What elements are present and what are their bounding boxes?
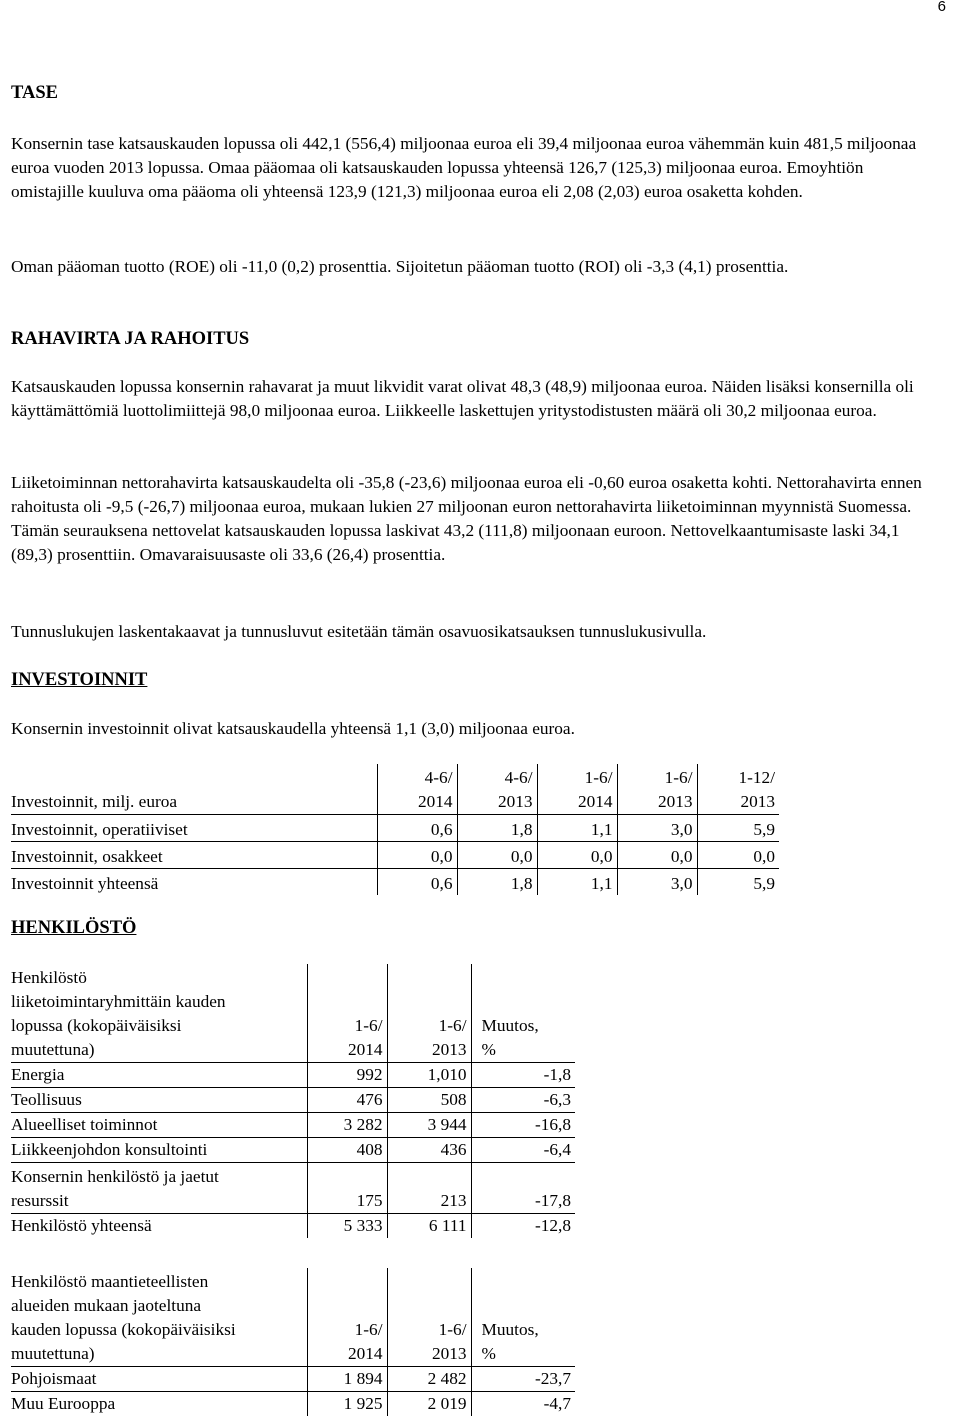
table-cell: 6 111 (387, 1214, 471, 1239)
row-label: Pohjoismaat (11, 1367, 307, 1392)
table-cell: 3,0 (617, 815, 697, 842)
table-cell: -17,8 (471, 1163, 575, 1214)
table-cell: 992 (307, 1063, 387, 1088)
table-cell: 476 (307, 1088, 387, 1113)
table-cell: 5,9 (697, 869, 779, 896)
table-cell: 1,8 (457, 815, 537, 842)
table-cell: 3 282 (307, 1113, 387, 1138)
table-cell: 1,8 (457, 869, 537, 896)
table-cell: 2 482 (387, 1367, 471, 1392)
row-label: Investoinnit, osakkeet (11, 842, 377, 869)
table-cell: 436 (387, 1138, 471, 1163)
table-cell: 1,1 (537, 815, 617, 842)
table-cell: 508 (387, 1088, 471, 1113)
investments-column-header: 4-6/ 2013 (457, 764, 537, 815)
table-row (11, 1113, 575, 1138)
personnel-by-region-table (11, 1268, 575, 1416)
personnel-region-label-header: Henkilöstö maantieteellisten alueiden mukaan jaoteltuna kauden lopussa (kokopäiväisiksi muutettuna) (11, 1268, 307, 1367)
table-cell: -4,7 (471, 1392, 575, 1417)
table-cell: 0,6 (377, 815, 457, 842)
investoinnit-paragraph: Konsernin investoinnit olivat katsauskaudella yhteensä 1,1 (3,0) miljoonaa euroa. (11, 719, 575, 738)
rahavirta-paragraph-3: Tunnuslukujen laskentakaavat ja tunnusluvut esitetään tämän osavuosikatsauksen tunnuslukusivulla. (11, 622, 707, 641)
table-row (11, 1367, 575, 1392)
table-cell: 213 (387, 1163, 471, 1214)
investments-label-header: Investoinnit, milj. euroa (11, 764, 377, 815)
personnel-by-business-table (11, 964, 575, 1238)
row-label: Teollisuus (11, 1088, 307, 1113)
table-cell: 0,6 (377, 869, 457, 896)
table-row (11, 1063, 575, 1088)
table-cell: 0,0 (537, 842, 617, 869)
personnel-region-column-header: 1-6/ 2014 (307, 1268, 387, 1367)
table-cell: 0,0 (697, 842, 779, 869)
table-row (11, 842, 779, 869)
table-cell: -23,7 (471, 1367, 575, 1392)
table-cell: 408 (307, 1138, 387, 1163)
investments-header-row (11, 764, 779, 815)
row-label: Energia (11, 1063, 307, 1088)
rahavirta-paragraph-1: Katsauskauden lopussa konsernin rahavarat ja muut likvidit varat olivat 48,3 (48,9) miljoonaa euroa. Näiden lisäksi konsernilla oli käyttämättömiä luottolimiittejä 98,0 miljoonaa euroa. Liikkeelle laskettujen yritystodistusten määrä oli 30,2 miljoonaa euroa. (11, 377, 914, 420)
table-row (11, 1138, 575, 1163)
rahavirta-paragraph-2: Liiketoiminnan nettorahavirta katsauskaudelta oli -35,8 (-23,6) miljoonaa euroa eli -0,60 euroa osaketta kohti. Nettorahavirta ennen rahoitusta oli -9,5 (-26,7) miljoonaa euroa, mukaan lukien 27 miljoonan euron nettorahavirta liiketoiminnan myynnistä Suomessa. Tämän seurauksena nettovelat katsauskauden lopussa laskivat 43,2 (111,8) miljoonaan euroon. Nettovelkaantumisaste laski 34,1 (89,3) prosenttiin. Omavaraisuusaste oli 33,6 (26,4) prosenttia. (11, 473, 922, 564)
table-cell: 1,1 (537, 869, 617, 896)
investoinnit-heading: INVESTOINNIT (11, 670, 148, 690)
table-cell: -6,4 (471, 1138, 575, 1163)
table-cell: -12,8 (471, 1214, 575, 1239)
row-label: Muu Eurooppa (11, 1394, 116, 1413)
personnel-region-column-header: Muutos, % (471, 1268, 575, 1367)
personnel-region-column-header: 1-6/ 2013 (387, 1268, 471, 1367)
table-row (11, 1163, 575, 1214)
investments-column-header: 1-6/ 2013 (617, 764, 697, 815)
tase-heading: TASE (11, 83, 58, 103)
row-label: Henkilöstö yhteensä (11, 1216, 152, 1235)
table-cell: 3,0 (617, 869, 697, 896)
row-label: Alueelliset toiminnot (11, 1113, 307, 1138)
page-number: 6 (937, 0, 946, 15)
table-cell: 1 894 (307, 1367, 387, 1392)
table-cell: -16,8 (471, 1113, 575, 1138)
table-cell: 0,0 (457, 842, 537, 869)
table-cell: 0,0 (377, 842, 457, 869)
table-cell: 5,9 (697, 815, 779, 842)
investments-column-header: 1-6/ 2014 (537, 764, 617, 815)
tase-paragraph-1: Konsernin tase katsauskauden lopussa oli 442,1 (556,4) miljoonaa euroa eli 39,4 miljoonaa euroa vähemmän kuin 481,5 miljoonaa euroa vuoden 2013 lopussa. Omaa pääomaa oli katsauskauden lopussa yhteensä 126,7 (125,3) miljoonaa euroa. Emoyhtiön omistajille kuuluva oma pääoma oli yhteensä 123,9 (121,3) miljoonaa euroa eli 2,08 (2,03) euroa osaketta kohden. (11, 134, 917, 201)
table-cell: 1 925 (307, 1392, 387, 1417)
personnel-header-row (11, 964, 575, 1063)
tase-paragraph-2: Oman pääoman tuotto (ROE) oli -11,0 (0,2) prosenttia. Sijoitetun pääoman tuotto (ROI) oli -3,3 (4,1) prosenttia. (11, 257, 789, 276)
table-cell: 2 019 (387, 1392, 471, 1417)
henkilosto-heading: HENKILÖSTÖ (11, 918, 137, 938)
table-cell: 0,0 (617, 842, 697, 869)
table-row (11, 1088, 575, 1113)
table-cell: 5 333 (307, 1214, 387, 1239)
table-row (11, 1392, 575, 1417)
row-label: Liikkeenjohdon konsultointi (11, 1138, 307, 1163)
investments-column-header: 1-12/ 2013 (697, 764, 779, 815)
personnel-region-header-row (11, 1268, 575, 1367)
investments-column-header: 4-6/ 2014 (377, 764, 457, 815)
personnel-column-header: 1-6/ 2013 (387, 964, 471, 1063)
row-label: Investoinnit, operatiiviset (11, 815, 377, 842)
row-label: Investoinnit yhteensä (11, 874, 159, 893)
personnel-column-header: Muutos, % (471, 964, 575, 1063)
table-row (11, 869, 779, 896)
investments-table (11, 764, 779, 895)
personnel-column-header: 1-6/ 2014 (307, 964, 387, 1063)
table-cell: 1,010 (387, 1063, 471, 1088)
personnel-label-header: Henkilöstö liiketoimintaryhmittäin kauden lopussa (kokopäiväisiksi muutettuna) (11, 964, 307, 1063)
table-row (11, 815, 779, 842)
rahavirta-heading: RAHAVIRTA JA RAHOITUS (11, 329, 250, 349)
table-cell: 175 (307, 1163, 387, 1214)
table-row (11, 1214, 575, 1239)
table-cell: -1,8 (471, 1063, 575, 1088)
table-cell: 3 944 (387, 1113, 471, 1138)
table-cell: -6,3 (471, 1088, 575, 1113)
row-label: Konsernin henkilöstö ja jaetut resurssit (11, 1163, 307, 1214)
